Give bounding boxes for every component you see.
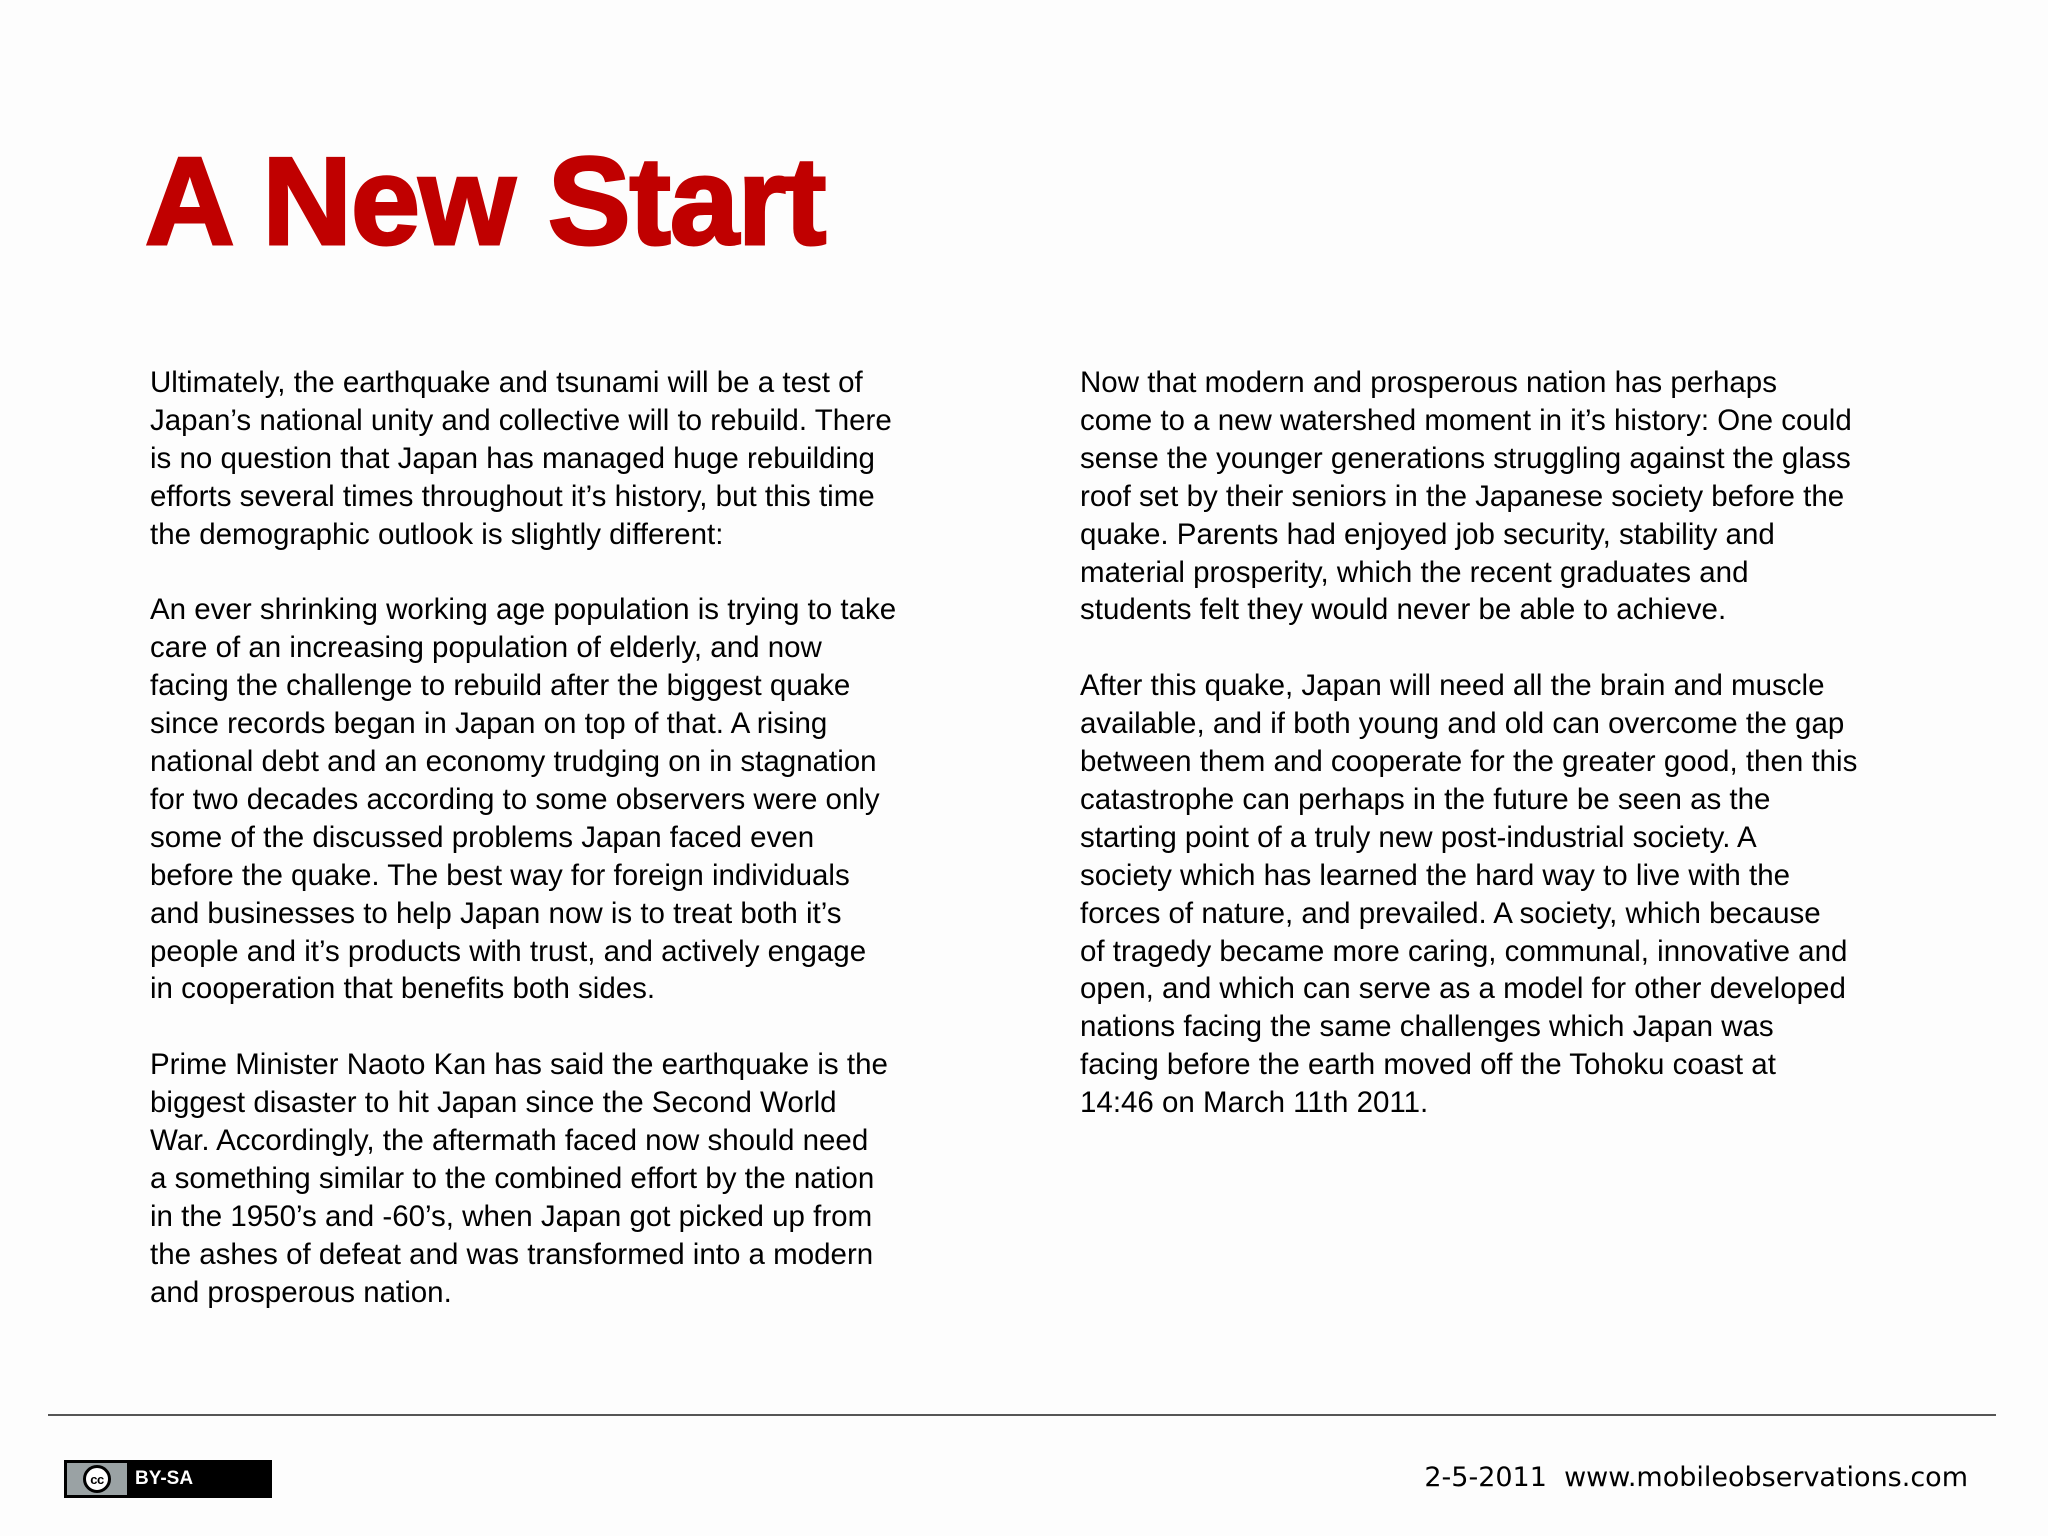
paragraph: After this quake, Japan will need all the brain and muscle available, and if both young and old can overcome the gap between them and cooperate for the greater good, then this catastrophe can perhaps in the future be seen as the starting point of a truly new post-industrial society. A society which has learned the hard way to live with the forces of nature, and prevailed. A society, which because of tragedy became more caring, communal, innovative and open, and which can serve as a model for other developed nations facing the same challenges which Japan was facing before the earth moved off the Tohoku coast at 14:46 on March 11th 2011. [1080, 669, 1858, 1120]
footer-date-url: 2-5-2011 www.mobileobservations.com [1424, 1462, 1968, 1493]
creative-commons-icon [67, 1463, 127, 1495]
cc-symbol: cc [83, 1465, 111, 1493]
paragraph: Ultimately, the earthquake and tsunami will be a test of Japan’s national unity and collective will to rebuild. There is no question that Japan has managed huge rebuilding efforts several times throughout it’s history, but this time the demographic outlook is slightly different: [150, 366, 892, 551]
paragraph: Now that modern and prosperous nation has perhaps come to a new watershed moment in it’s history: One could sense the younger generations struggling against the glass roof set by their seniors in the Japanese society before the quake. Parents had enjoyed job security, stability and material prosperity, which the recent graduates and students felt they would never be able to achieve. [1080, 366, 1852, 627]
footer-divider [48, 1414, 1996, 1416]
left-column [150, 364, 970, 1350]
right-column [1080, 364, 1940, 1160]
license-label: BY-SA [135, 1468, 194, 1489]
page-title: A New Start [145, 133, 826, 271]
license-badge[interactable] [64, 1460, 272, 1498]
paragraph: An ever shrinking working age population is trying to take care of an increasing population of elderly, and now facing the challenge to rebuild after the biggest quake since records began in Japan on top of that. A rising national debt and an economy trudging on in stagnation for two decades according to some observers were only some of the discussed problems Japan faced even before the quake. The best way for foreign individuals and businesses to help Japan now is to treat both it’s people and it’s products with trust, and actively engage in cooperation that benefits both sides. [150, 593, 897, 1006]
paragraph: Prime Minister Naoto Kan has said the earthquake is the biggest disaster to hit Japan since the Second World War. Accordingly, the aftermath faced now should need a something similar to the combined effort by the nation in the 1950’s and -60’s, when Japan got picked up from the ashes of defeat and was transformed into a modern and prosperous nation. [150, 1048, 888, 1309]
